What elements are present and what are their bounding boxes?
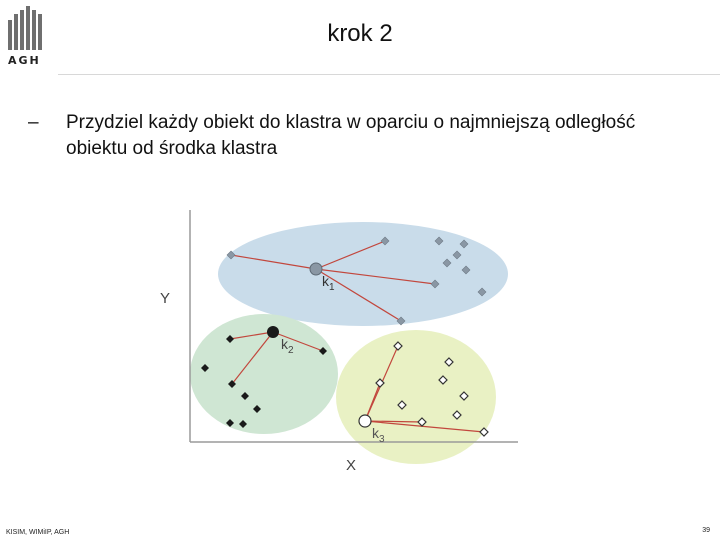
cluster-k2-region (190, 314, 338, 434)
centroid-k1 (310, 263, 322, 275)
centroid-k3 (359, 415, 371, 427)
centroid-k2-label: $k_2$ (281, 336, 294, 356)
centroid-k2 (267, 326, 279, 338)
title-divider (58, 74, 720, 75)
page-number: 39 (702, 527, 710, 534)
footer-institution: KISIM, WIMiIP, AGH (6, 529, 70, 536)
cluster-k1-region (218, 222, 508, 326)
clustering-diagram (150, 200, 530, 485)
logo-text: AGH (8, 54, 41, 67)
centroid-k3-label: $k_3$ (372, 425, 385, 445)
slide-title: krok 2 (327, 20, 393, 47)
centroid-k1-label: $k_1$ (322, 273, 335, 293)
bullet-point (28, 110, 688, 162)
bullet-dash: – (28, 112, 39, 133)
bullet-text: Przydziel każdy obiekt do klastra w oparciu o najmniejszą odległość obiektu od środka klastra (66, 112, 636, 159)
x-axis-label: X (346, 457, 357, 474)
cluster-k3-region (336, 330, 496, 464)
y-axis-label: Y (160, 290, 171, 307)
